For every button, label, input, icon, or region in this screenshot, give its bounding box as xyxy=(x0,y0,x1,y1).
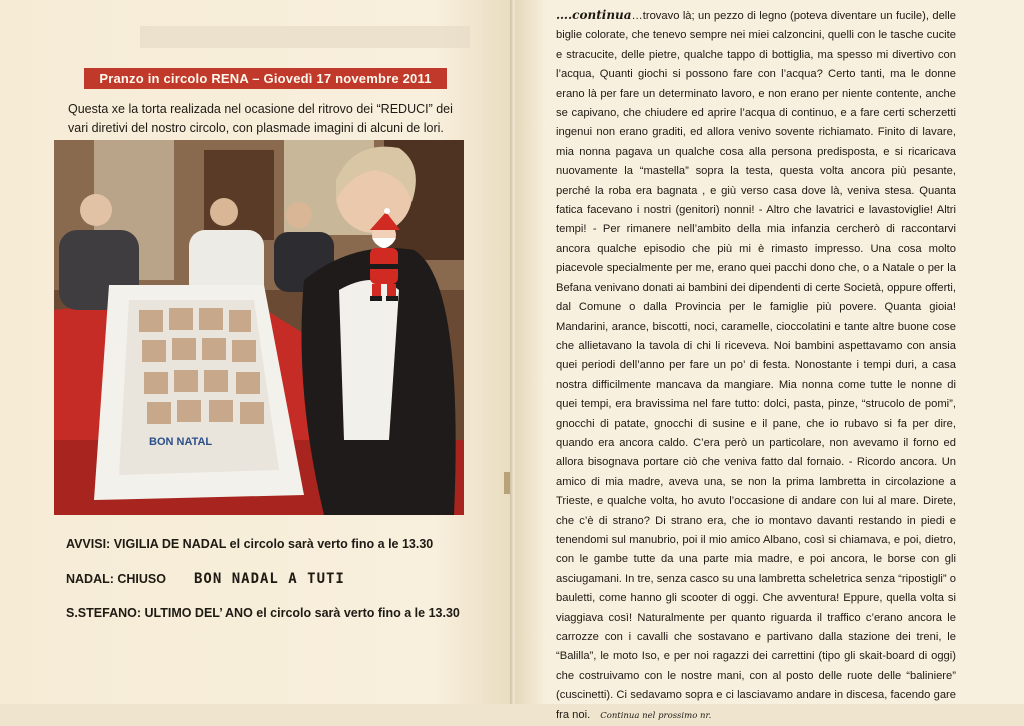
continua-label: ….continua xyxy=(556,8,632,22)
story-body: …trovavo là; un pezzo di legno (poteva diventare un fucile), delle biglie colorate, che tenevo sempre nei miei calzoncini, quelli con le tasche cucite e stracucite, delle pietre, qualche tappo di bottiglia, ma spesso mi divertivo con l’acqua, Quanti giochi si possono fare con l’acqua? Certo tanti, ma le donne erano là per fare un determinato lavoro, e non erano per niente contente, anche se capivano, che chiudere ed aprire l’acqua di continuo, e a fare certi scherzetti ingenui non erano graditi, ed allora venivo sovente richiamato. Finito di lavare, mia nonna pagava un qualche cosa alla persona predisposta, e si ricaricava nuovamente la “mastella” sopra la testa, questa volta ancora più pesante, perché la roba era bagnata , e giù verso casa dove là, veniva stesa. Quanta fatica facevano i nostri (genitori) nonni! - Altro che lavatrici e lavastoviglie! Altri tempi! - Per rimanere nell’ambito della mia infanzia cercherò di raccontarvi ancora qualche episodio che più mi è rimasto impresso. Una cosa molto piacevole specialmente per me, erano quei pacchi dono che, o a Natale o per la Befana venivano donati ai bambini dei dipendenti di certe Società, oppure offerti, dal Comune o dalla Provincia per le famiglie più povere. Quanta gioia! Mandarini, arance, biscotti, noci, caramelle, cioccolatini e tante altre buone cose che allietavano la tavola di chi li riceveva. Noi bambini aspettavamo con ansia quei periodi dell’anno per fare un po’ di festa. Nonostante i tempi duri, a casa nostra difficilmente mancava da mangiare. Mia nonna come tutte le nonne di quei tempi, era bravissima nel fare tutto: dolci, pasta, pinze, “strucolo de pomi”, gnocchi di patate, gnocchi di susine e il pane, che io rubavo si fa per dire, quando era ancora caldo. C’era però un particolare, non avevamo il forno ed allora bisognava portare ciò che veniva fatto dal fornaio. - Ricordo ancora. Un amico di mia madre, aveva una, se non la prima lambretta in circolazione a Trieste, e qualche volta, ho avuto l’occasione di andare con lui al mare. Direte, che c’è di strano? Di strano era, che io montavo davanti restando in piedi e tenendomi sul manubrio, poi il mio amico Albano, così si chiamava, e poi, dietro, con le gambe tutte da una parte mia madre, e poi ancora, le borse con gli asciugamani. In tre, senza casco su una lambretta scheletrica senza “ripostigli” o bauletti, come hanno gli scooter di oggi. Che avventura! Eppure, quella volta si viaggiava così! Naturalmente per quanto riguarda il traffico c’erano ancora le carrozze con i cavalli che sostavano e partivano dalla stazione dei treni, le “Balilla”, le moto Iso, e per noi ragazzi dei carrettini (tipo gli skait-board di oggi) che costruivamo con le nostre mani, con al posto delle ruote delle “baliniere” (cuscinetti). Ci sedavamo sopra e ci lasciavamo andare in discesa, facendo gare fra noi. xyxy=(556,10,956,721)
event-banner: Pranzo in circolo RENA – Giovedì 17 novembre 2011 xyxy=(84,68,447,89)
cake-photo xyxy=(54,140,464,515)
notice-nadal-text: NADAL: CHIUSO xyxy=(66,572,166,586)
continua-next-label: Continua nel prossimo nr. xyxy=(600,710,712,721)
story-text xyxy=(556,6,956,726)
cake-inscription: BON NATAL xyxy=(149,436,213,448)
notice-vigilia: AVVISI: VIGILIA DE NADAL el circolo sarà verto fino a le 13.30 xyxy=(66,537,434,551)
photo-caption: Questa xe la torta realizada nel ocasione del ritrovo dei “REDUCI” dei vari diretivi del nostro circolo, con plasmade imagini di alcuni de lori. xyxy=(68,102,453,135)
bleed-through-banner xyxy=(140,26,470,48)
christmas-greeting: BON NADAL A TUTI xyxy=(194,571,345,587)
notice-nadal xyxy=(66,571,345,587)
notice-santo-stefano: S.STEFANO: ULTIMO DEL’ ANO el circolo sarà verto fino a le 13.30 xyxy=(66,606,460,620)
left-page xyxy=(0,0,512,704)
photo-illustration xyxy=(54,140,464,515)
